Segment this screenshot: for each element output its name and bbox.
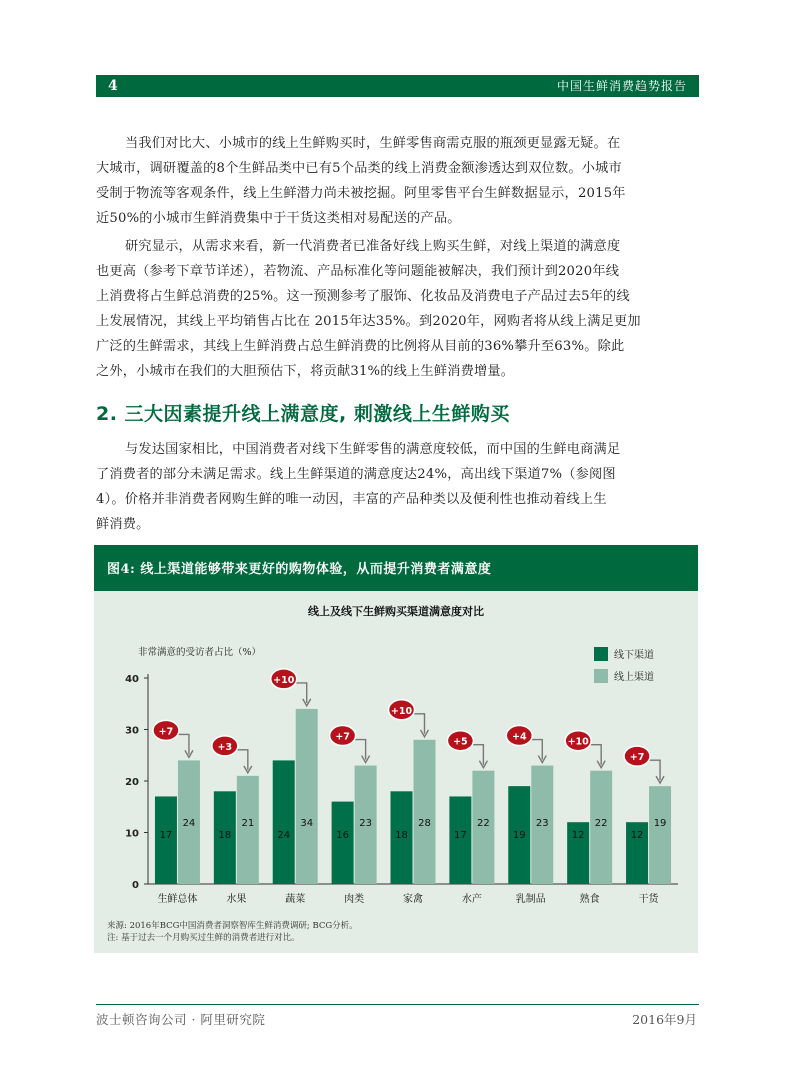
paragraph-line: 广泛的生鲜需求，其线上生鲜消费占总生鲜消费的比例将从目前的36%攀升至63%。除此 — [96, 339, 625, 354]
bar-offline — [332, 802, 354, 884]
paragraph-line: 当我们对比大、小城市的线上生鲜购买时，生鲜零售商需克服的瓶颈更显露无疑。在 — [125, 136, 621, 151]
bar-offline — [273, 760, 295, 884]
report-title: 中国生鲜消费趋势报告 — [556, 79, 687, 93]
y-axis-label: 非常满意的受访者占比（%） — [138, 647, 262, 658]
legend-swatch — [594, 647, 608, 661]
paragraph-line: 鲜消费。 — [96, 517, 150, 532]
x-tick-label: 熟食 — [579, 894, 600, 905]
bar-value-label: 28 — [418, 818, 431, 829]
section-title: 2. 三大因素提升线上满意度, 刺激线上生鲜购买 — [96, 403, 510, 425]
figure-source: 来源: 2016年BCG中国消费者洞察智库生鲜消费调研; BCG分析。 — [107, 921, 358, 931]
diff-arrow-line — [355, 740, 366, 760]
x-tick-label: 乳制品 — [515, 894, 546, 905]
x-tick-label: 水产 — [461, 894, 482, 905]
bar-online — [237, 776, 259, 884]
legend-label: 线上渠道 — [614, 672, 654, 683]
y-tick-label: 0 — [132, 880, 139, 891]
bar-value-label: 23 — [535, 818, 549, 829]
y-tick-label: 40 — [125, 674, 139, 685]
bar-value-label: 18 — [395, 830, 408, 841]
figure-title: 图4: 线上渠道能够带来更好的购物体验，从而提升消费者满意度 — [107, 562, 492, 577]
paragraph-line: 近50%的小城市生鲜消费集中于干货这类相对易配送的产品。 — [96, 211, 461, 226]
y-tick-label: 20 — [125, 777, 139, 788]
paragraph-1 — [96, 131, 700, 231]
x-tick-label: 水果 — [226, 894, 247, 905]
legend-swatch — [594, 669, 608, 683]
footer-rule — [96, 1004, 699, 1005]
bar-value-label: 17 — [454, 830, 467, 841]
bar-value-label: 24 — [277, 830, 291, 841]
diff-badge-label: +5 — [453, 736, 468, 748]
x-tick-label: 肉类 — [344, 894, 365, 905]
diff-badge-label: +7 — [629, 752, 645, 764]
legend-label: 线下渠道 — [614, 650, 654, 661]
paragraph-line: 4）。价格并非消费者网购生鲜的唯一动因，丰富的产品种类以及便利性也推动着线上生 — [96, 492, 607, 507]
chart-title: 线上及线下生鲜购买渠道满意度对比 — [308, 605, 484, 618]
page-number: 4 — [108, 78, 118, 94]
figure-note: 注: 基于过去一个月购买过生鲜的消费者进行对比。 — [107, 933, 300, 943]
bar-online — [414, 740, 436, 884]
bar-value-label: 12 — [630, 830, 644, 841]
paragraph-line: 上消费将占生鲜总消费的25%。这一预测参考了服饰、化妆品及消费电子产品过去5年的线 — [96, 289, 630, 304]
diff-arrow-line — [237, 750, 248, 770]
diff-arrow-line — [590, 745, 601, 765]
paragraph-line: 上发展情况，其线上平均销售占比在 2015年达35%。到2020年，网购者将从线上满足更加 — [96, 314, 641, 329]
bar-value-label: 12 — [571, 830, 585, 841]
x-tick-label: 干货 — [638, 894, 659, 905]
paragraph-line: 之外，小城市在我们的大胆预估下，将贡献31%的线上生鲜消费增量。 — [96, 364, 515, 379]
bar-value-label: 17 — [159, 830, 173, 841]
diff-badge-label: +3 — [217, 741, 233, 753]
y-tick-label: 10 — [125, 828, 139, 840]
bar-value-label: 21 — [241, 818, 255, 829]
paragraph-line: 了消费者的部分未满足需求。线上生鲜渠道的满意度达24%，高出线下渠道7%（参阅图 — [96, 467, 616, 482]
diff-badge-label: +4 — [511, 731, 527, 743]
diff-badge-label: +10 — [273, 674, 295, 686]
bar-value-label: 34 — [300, 818, 314, 829]
paragraph-line: 也更高（参考下章节详述），若物流、产品标准化等问题能被解决，我们预计到2020年线 — [96, 264, 620, 279]
footer-publisher: 波士顿咨询公司 · 阿里研究院 — [96, 1012, 266, 1027]
diff-badge-label: +10 — [390, 705, 413, 717]
diff-arrow-line — [414, 714, 425, 734]
diff-arrow-line — [296, 683, 307, 703]
diff-arrow-line — [531, 740, 542, 760]
bar-value-label: 23 — [359, 818, 372, 829]
footer-date: 2016年9月 — [632, 1012, 697, 1027]
satisfaction-bar-chart — [94, 591, 698, 911]
bar-value-label: 24 — [182, 818, 196, 829]
bar-value-label: 19 — [512, 830, 526, 841]
paragraph-line: 研究显示，从需求来看，新一代消费者已准备好线上购买生鲜，对线上渠道的满意度 — [125, 239, 621, 254]
bar-value-label: 22 — [477, 818, 490, 829]
y-tick-label: 30 — [125, 725, 139, 737]
paragraph-line: 受制于物流等客观条件，线上生鲜潜力尚未被挖掘。阿里零售平台生鲜数据显示，2015年 — [96, 186, 626, 201]
paragraph-2 — [96, 234, 700, 384]
bar-value-label: 19 — [653, 818, 667, 829]
diff-arrow-line — [472, 745, 483, 765]
bar-value-label: 18 — [218, 830, 232, 841]
diff-badge-label: +7 — [158, 726, 174, 738]
paragraph-3 — [96, 437, 700, 537]
x-tick-label: 家禽 — [403, 894, 423, 905]
diff-arrow-line — [178, 734, 189, 754]
x-tick-label: 蔬菜 — [285, 894, 306, 905]
diff-arrow-line — [649, 760, 660, 780]
paragraph-line: 与发达国家相比，中国消费者对线下生鲜零售的满意度较低，而中国的生鲜电商满足 — [125, 442, 621, 457]
bar-online — [296, 709, 318, 884]
bar-online — [649, 786, 671, 884]
diff-badge-label: +10 — [567, 736, 589, 748]
bar-value-label: 16 — [336, 830, 349, 841]
paragraph-line: 大城市，调研覆盖的8个生鲜品类中已有5个品类的线上消费金额渗透达到双位数。小城市 — [96, 161, 622, 176]
x-tick-label: 生鲜总体 — [157, 894, 198, 905]
bar-value-label: 22 — [594, 818, 608, 829]
diff-badge-label: +7 — [335, 731, 350, 743]
